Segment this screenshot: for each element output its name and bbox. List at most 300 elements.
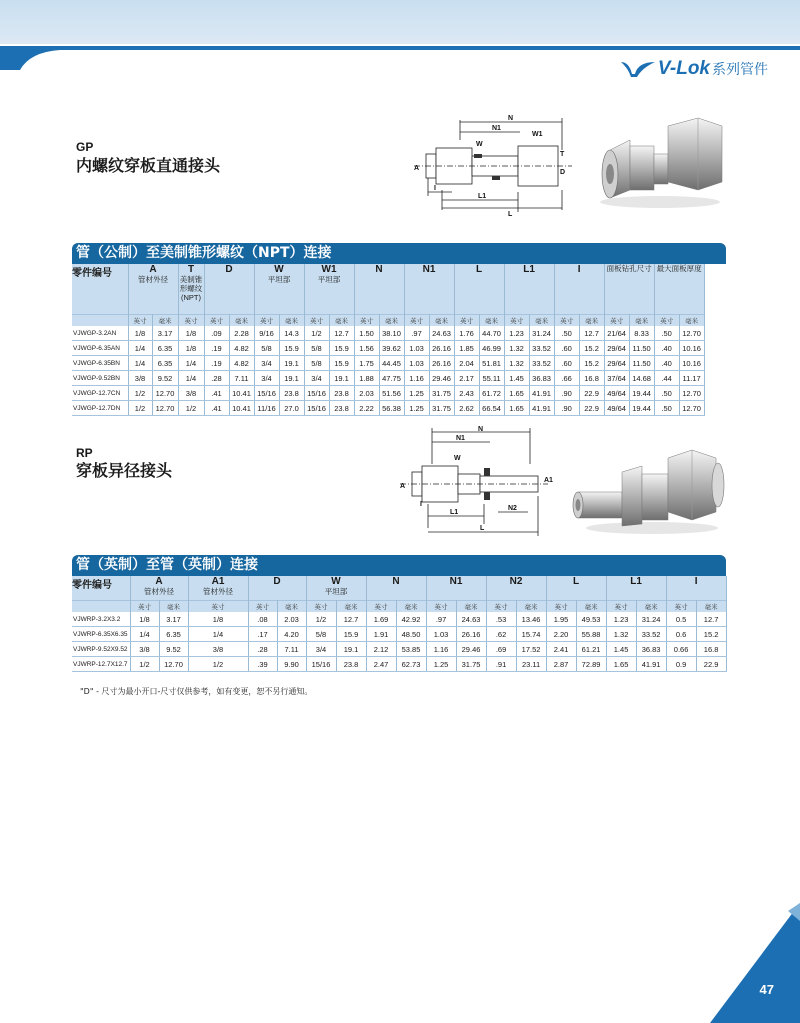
table-cell: 53.85 [396,642,426,657]
table-cell: 44.45 [379,356,404,371]
table-cell: 29/64 [604,356,629,371]
table-cell: 9.52 [159,642,188,657]
table-cell: 19.1 [279,371,304,386]
table-cell: 5/8 [254,341,279,356]
rp-table [72,555,726,672]
table-cell: .28 [248,642,277,657]
brand [620,58,768,80]
table-cell: 1/4 [130,627,159,642]
table-cell: VJWGP-12.7CN [72,386,128,401]
gp-unit-label: 英寸 [554,315,579,327]
table-cell: .39 [248,657,277,672]
table-cell: 12.70 [152,386,178,401]
gp-title: 内螺纹穿板直通接头 [76,156,221,175]
table-cell: 44.70 [479,326,504,341]
table-cell: .40 [654,356,679,371]
gp-label-a: A [414,165,420,172]
gp-header-row [72,264,729,315]
rp-label-l1: L1 [450,509,459,516]
table-cell: 1/8 [128,326,152,341]
table-cell: 22.9 [579,401,604,416]
table-row [72,612,726,627]
gp-unit-label: 英寸 [504,315,529,327]
rp-header-row [72,576,726,601]
table-cell: 1.32 [504,341,529,356]
table-cell: 33.52 [529,341,554,356]
rp-unit-label: 毫米 [336,601,366,613]
table-cell: .50 [654,386,679,401]
table-cell: 46.99 [479,341,504,356]
rp-unit-label: 毫米 [516,601,546,613]
table-cell: 12.7 [579,326,604,341]
table-cell: .62 [486,627,516,642]
table-cell: .53 [486,612,516,627]
table-cell: 1.03 [426,627,456,642]
table-cell: 1.45 [504,371,529,386]
table-cell: .19 [204,341,229,356]
table-cell: 16.8 [579,371,604,386]
gp-column-header: 面板钻孔尺寸 [604,264,654,315]
gp-unit-label: 英寸 [654,315,679,327]
table-cell: 9.90 [277,657,306,672]
table-cell: 1.69 [366,612,396,627]
gp-label-t: T [560,151,565,158]
gp-label-n1: N1 [492,125,501,132]
gp-unit-label: 毫米 [629,315,654,327]
table-cell: 6.35 [152,356,178,371]
table-cell: 16.8 [696,642,726,657]
table-cell: VJWGP-6.35AN [72,341,128,356]
rp-unit-label: 英寸 [130,601,159,613]
rp-unit-label: 英寸 [546,601,576,613]
rp-unit-label: 毫米 [456,601,486,613]
table-cell: 2.03 [277,612,306,627]
table-cell: 3/8 [178,386,204,401]
rp-label-i: I [420,501,422,508]
rp-label-l: L [480,525,485,532]
table-row [72,386,729,401]
table-cell: 15/16 [304,386,329,401]
rp-unit-label: 英寸 [426,601,456,613]
table-cell: 21/64 [604,326,629,341]
table-cell: 1/2 [304,326,329,341]
page-corner-decoration [710,903,800,1023]
table-cell: 15.2 [696,627,726,642]
table-cell: 6.35 [152,341,178,356]
table-cell: 3/4 [304,371,329,386]
table-cell: 23.8 [336,657,366,672]
gp-column-header: N [354,264,404,315]
table-cell: 1.65 [606,657,636,672]
gp-unit-label: 毫米 [379,315,404,327]
table-cell: VJWRP-9.52X9.52 [72,642,130,657]
table-cell: 12.70 [679,386,704,401]
table-cell: .50 [554,326,579,341]
table-cell: .17 [248,627,277,642]
table-cell: 2.28 [229,326,254,341]
rp-label-w: W [454,455,461,462]
gp-unit-label: 毫米 [152,315,178,327]
rp-unit-label: 英寸 [366,601,396,613]
table-cell: 36.83 [529,371,554,386]
gp-column-header: D [204,264,254,315]
rp-unit-label: 英寸 [606,601,636,613]
table-cell: 1/2 [178,401,204,416]
table-cell: 15.74 [516,627,546,642]
table-cell: 13.46 [516,612,546,627]
table-cell: .60 [554,341,579,356]
gp-unit-label: 英寸 [178,315,204,327]
table-cell: 15/16 [306,657,336,672]
table-cell: VJWGP-9.52BN [72,371,128,386]
table-cell: 36.83 [636,642,666,657]
table-cell: 1.91 [366,627,396,642]
table-cell: VJWRP-3.2X3.2 [72,612,130,627]
table-cell: 3/4 [306,642,336,657]
gp-unit-label: 英寸 [204,315,229,327]
table-cell: .50 [654,326,679,341]
gp-label-l1: L1 [478,193,487,200]
table-cell: .90 [554,401,579,416]
gp-table [72,243,726,416]
table-cell: .41 [204,386,229,401]
table-cell: 1.03 [404,356,429,371]
table-cell: .19 [204,356,229,371]
table-cell: 66.54 [479,401,504,416]
gp-code: GP [76,140,94,154]
table-cell: 3/8 [188,642,248,657]
rp-unit-label: 毫米 [277,601,306,613]
gp-label-d: D [560,169,566,176]
table-cell: .41 [204,401,229,416]
table-row [72,356,729,371]
gp-unit-label: 毫米 [529,315,554,327]
table-cell: 1.88 [354,371,379,386]
gp-unit-label: 英寸 [604,315,629,327]
gp-unit-label: 毫米 [479,315,504,327]
table-cell: .40 [654,341,679,356]
table-cell: 10.41 [229,386,254,401]
table-cell: 1.65 [504,401,529,416]
table-cell: 1/8 [178,326,204,341]
table-cell: 1/4 [128,341,152,356]
table-cell: VJWGP-12.7DN [72,401,128,416]
table-cell: 1/2 [130,657,159,672]
gp-label-i: I [434,185,436,192]
table-cell: 4.82 [229,356,254,371]
table-cell: 51.56 [379,386,404,401]
rp-column-header: N1 [426,576,486,601]
rp-unit-label: 英寸 [486,601,516,613]
table-row [72,657,726,672]
table-cell: 8.33 [629,326,654,341]
table-cell: 26.16 [429,356,454,371]
table-cell: 12.7 [696,612,726,627]
gp-product-photo [590,110,730,210]
gp-unit-label: 毫米 [679,315,704,327]
table-cell: .44 [654,371,679,386]
rp-technical-drawing [398,424,570,538]
rp-code: RP [76,446,93,460]
rp-unit-label: 英寸 [666,601,696,613]
table-cell: 41.91 [529,386,554,401]
gp-unit-label: 毫米 [279,315,304,327]
table-cell: 9.52 [152,371,178,386]
table-cell: 15.9 [329,356,354,371]
table-cell: 31.75 [429,386,454,401]
table-cell: 42.92 [396,612,426,627]
table-cell: 33.52 [529,356,554,371]
brand-name: V-Lok [657,58,710,79]
rp-title: 穿板异径接头 [76,461,173,480]
rp-unit-label: 毫米 [396,601,426,613]
table-cell: .97 [426,612,456,627]
table-cell: .50 [654,401,679,416]
table-cell: .60 [554,356,579,371]
rp-column-header: A 管材外径 [130,576,188,601]
table-cell: 11/16 [254,401,279,416]
rp-column-header: A1 管材外径 [188,576,248,601]
table-cell: 11.17 [679,371,704,386]
table-cell: 2.41 [546,642,576,657]
gp-label-w: W [476,141,483,148]
rp-label-a: A [400,483,406,490]
table-cell: 26.16 [456,627,486,642]
table-cell: 1/4 [188,627,248,642]
table-cell: 15/16 [254,386,279,401]
table-cell: 1.65 [504,386,529,401]
gp-unit-row [72,315,729,327]
table-cell: 49/64 [604,386,629,401]
table-cell: 3/4 [254,371,279,386]
table-cell: .08 [248,612,277,627]
table-cell: 2.87 [546,657,576,672]
rp-unit-label: 英寸 [188,601,248,613]
table-cell: 15/16 [304,401,329,416]
gp-unit-label: 英寸 [254,315,279,327]
table-cell: .97 [404,326,429,341]
table-cell: 19.1 [329,371,354,386]
table-cell: 2.20 [546,627,576,642]
table-cell: 19.1 [279,356,304,371]
table-cell: 37/64 [604,371,629,386]
table-cell: 3/8 [130,642,159,657]
table-cell: 1/4 [128,356,152,371]
table-cell: 31.24 [529,326,554,341]
table-cell: 31.24 [636,612,666,627]
table-cell: 26.16 [429,341,454,356]
gp-column-header: 零件编号 [72,264,128,315]
table-cell: 5/8 [306,627,336,642]
table-cell: 12.70 [152,401,178,416]
table-cell: 11.50 [629,341,654,356]
table-cell: 5/8 [304,341,329,356]
rp-unit-label: 毫米 [696,601,726,613]
gp-unit-label: 英寸 [304,315,329,327]
vlok-logo-icon [620,60,656,78]
table-cell: 1.95 [546,612,576,627]
table-cell: 38.10 [379,326,404,341]
gp-label-n: N [508,115,514,122]
table-cell: 12.70 [159,657,188,672]
page-number: 47 [759,982,774,997]
table-cell: 17.52 [516,642,546,657]
table-cell: 12.70 [679,401,704,416]
gp-unit-label: 英寸 [354,315,379,327]
table-cell: 15.2 [579,356,604,371]
table-cell: 5/8 [304,356,329,371]
table-cell: 49/64 [604,401,629,416]
table-cell: 61.21 [576,642,606,657]
gp-unit-label: 毫米 [229,315,254,327]
gp-label-w1: W1 [532,131,543,138]
table-cell: 1/2 [128,401,152,416]
table-cell: 2.43 [454,386,479,401]
table-cell: 24.63 [456,612,486,627]
table-cell: 15.9 [336,627,366,642]
table-cell: 1/4 [178,356,204,371]
table-cell: 1.45 [606,642,636,657]
table-cell: 22.9 [579,386,604,401]
rp-unit-label: 毫米 [159,601,188,613]
table-cell: 48.50 [396,627,426,642]
table-cell: 1.03 [404,341,429,356]
table-cell: 10.16 [679,341,704,356]
table-cell: 31.75 [456,657,486,672]
table-cell: 10.16 [679,356,704,371]
table-cell: 2.22 [354,401,379,416]
table-cell: 2.03 [354,386,379,401]
table-cell: 41.91 [636,657,666,672]
table-cell: 1.85 [454,341,479,356]
table-cell: 0.5 [666,612,696,627]
gp-table-title: 管（公制）至美制锥形螺纹（NPT）连接 [72,243,726,264]
table-cell: 15.9 [329,341,354,356]
table-cell: 23.8 [279,386,304,401]
rp-column-header: L [546,576,606,601]
rp-unit-label: 毫米 [636,601,666,613]
table-cell: 49.53 [576,612,606,627]
table-cell: 1/8 [188,612,248,627]
gp-label-l: L [508,211,513,218]
rp-column-header: L1 [606,576,666,601]
table-cell: 6.35 [159,627,188,642]
gp-column-header: T 美制锥形螺纹(NPT) [178,264,204,315]
table-cell: 12.70 [679,326,704,341]
rp-column-header: D [248,576,306,601]
table-row [72,326,729,341]
gp-column-header: A 管材外径 [128,264,178,315]
table-cell: 4.82 [229,341,254,356]
table-cell: VJWGP-3.2AN [72,326,128,341]
table-cell: 1.25 [404,401,429,416]
table-cell: 7.11 [229,371,254,386]
gp-column-header: W 平坦部 [254,264,304,315]
table-cell: 47.75 [379,371,404,386]
table-cell: VJWRP-12.7X12.7 [72,657,130,672]
table-cell: .28 [204,371,229,386]
table-cell: 3/4 [254,356,279,371]
rp-column-header: 零件编号 [72,576,130,601]
table-cell: 29.46 [429,371,454,386]
table-cell: 2.12 [366,642,396,657]
rp-column-header: N2 [486,576,546,601]
rp-unit-label: 英寸 [306,601,336,613]
table-row [72,627,726,642]
table-cell: 31.75 [429,401,454,416]
table-cell: 1.76 [454,326,479,341]
rp-product-photo [572,436,732,536]
table-cell: 62.73 [396,657,426,672]
gp-column-header: L1 [504,264,554,315]
gp-unit-label: 毫米 [329,315,354,327]
table-cell: 0.6 [666,627,696,642]
table-cell: 24.63 [429,326,454,341]
table-cell: 12.7 [336,612,366,627]
table-cell: 3.17 [152,326,178,341]
table-cell: .91 [486,657,516,672]
table-cell: VJWRP-6.35X6.35 [72,627,130,642]
rp-label-n2: N2 [508,505,517,512]
table-row [72,642,726,657]
table-cell: 0.9 [666,657,696,672]
table-cell: 15.2 [579,341,604,356]
table-cell: 1.23 [504,326,529,341]
table-cell: 19.44 [629,401,654,416]
table-cell: 1.16 [404,371,429,386]
table-cell: 23.8 [329,401,354,416]
gp-unit-label: 英寸 [454,315,479,327]
table-cell: .69 [486,642,516,657]
table-cell: 0.66 [666,642,696,657]
table-cell: 1.75 [354,356,379,371]
rp-label-n: N [478,426,484,433]
table-cell: 39.62 [379,341,404,356]
table-cell: 2.62 [454,401,479,416]
table-cell: 1.50 [354,326,379,341]
table-cell: 51.81 [479,356,504,371]
gp-column-header: N1 [404,264,454,315]
table-cell: 15.9 [279,341,304,356]
rp-column-header: W 平坦部 [306,576,366,601]
rp-column-header: N [366,576,426,601]
table-cell: 23.11 [516,657,546,672]
table-cell: 1.16 [426,642,456,657]
table-cell: .09 [204,326,229,341]
gp-column-header: W1 平坦部 [304,264,354,315]
table-cell: 10.41 [229,401,254,416]
table-cell: 22.9 [696,657,726,672]
table-cell: 3/8 [128,371,152,386]
table-cell: .90 [554,386,579,401]
table-cell: 56.38 [379,401,404,416]
table-cell: 72.89 [576,657,606,672]
gp-unit-label: 毫米 [579,315,604,327]
table-cell: 19.44 [629,386,654,401]
table-cell: 4.20 [277,627,306,642]
table-cell: 7.11 [277,642,306,657]
table-cell: 1/8 [178,341,204,356]
footnote: "D" - 尺寸为最小开口-尺寸仅供参考，如有变更，恕不另行通知。 [80,687,313,696]
table-row [72,371,729,386]
table-cell: 14.68 [629,371,654,386]
table-cell: 1/2 [306,612,336,627]
table-cell: 1.23 [606,612,636,627]
table-cell: 19.1 [336,642,366,657]
table-cell: 12.7 [329,326,354,341]
table-cell: 29/64 [604,341,629,356]
gp-technical-drawing [412,110,580,218]
